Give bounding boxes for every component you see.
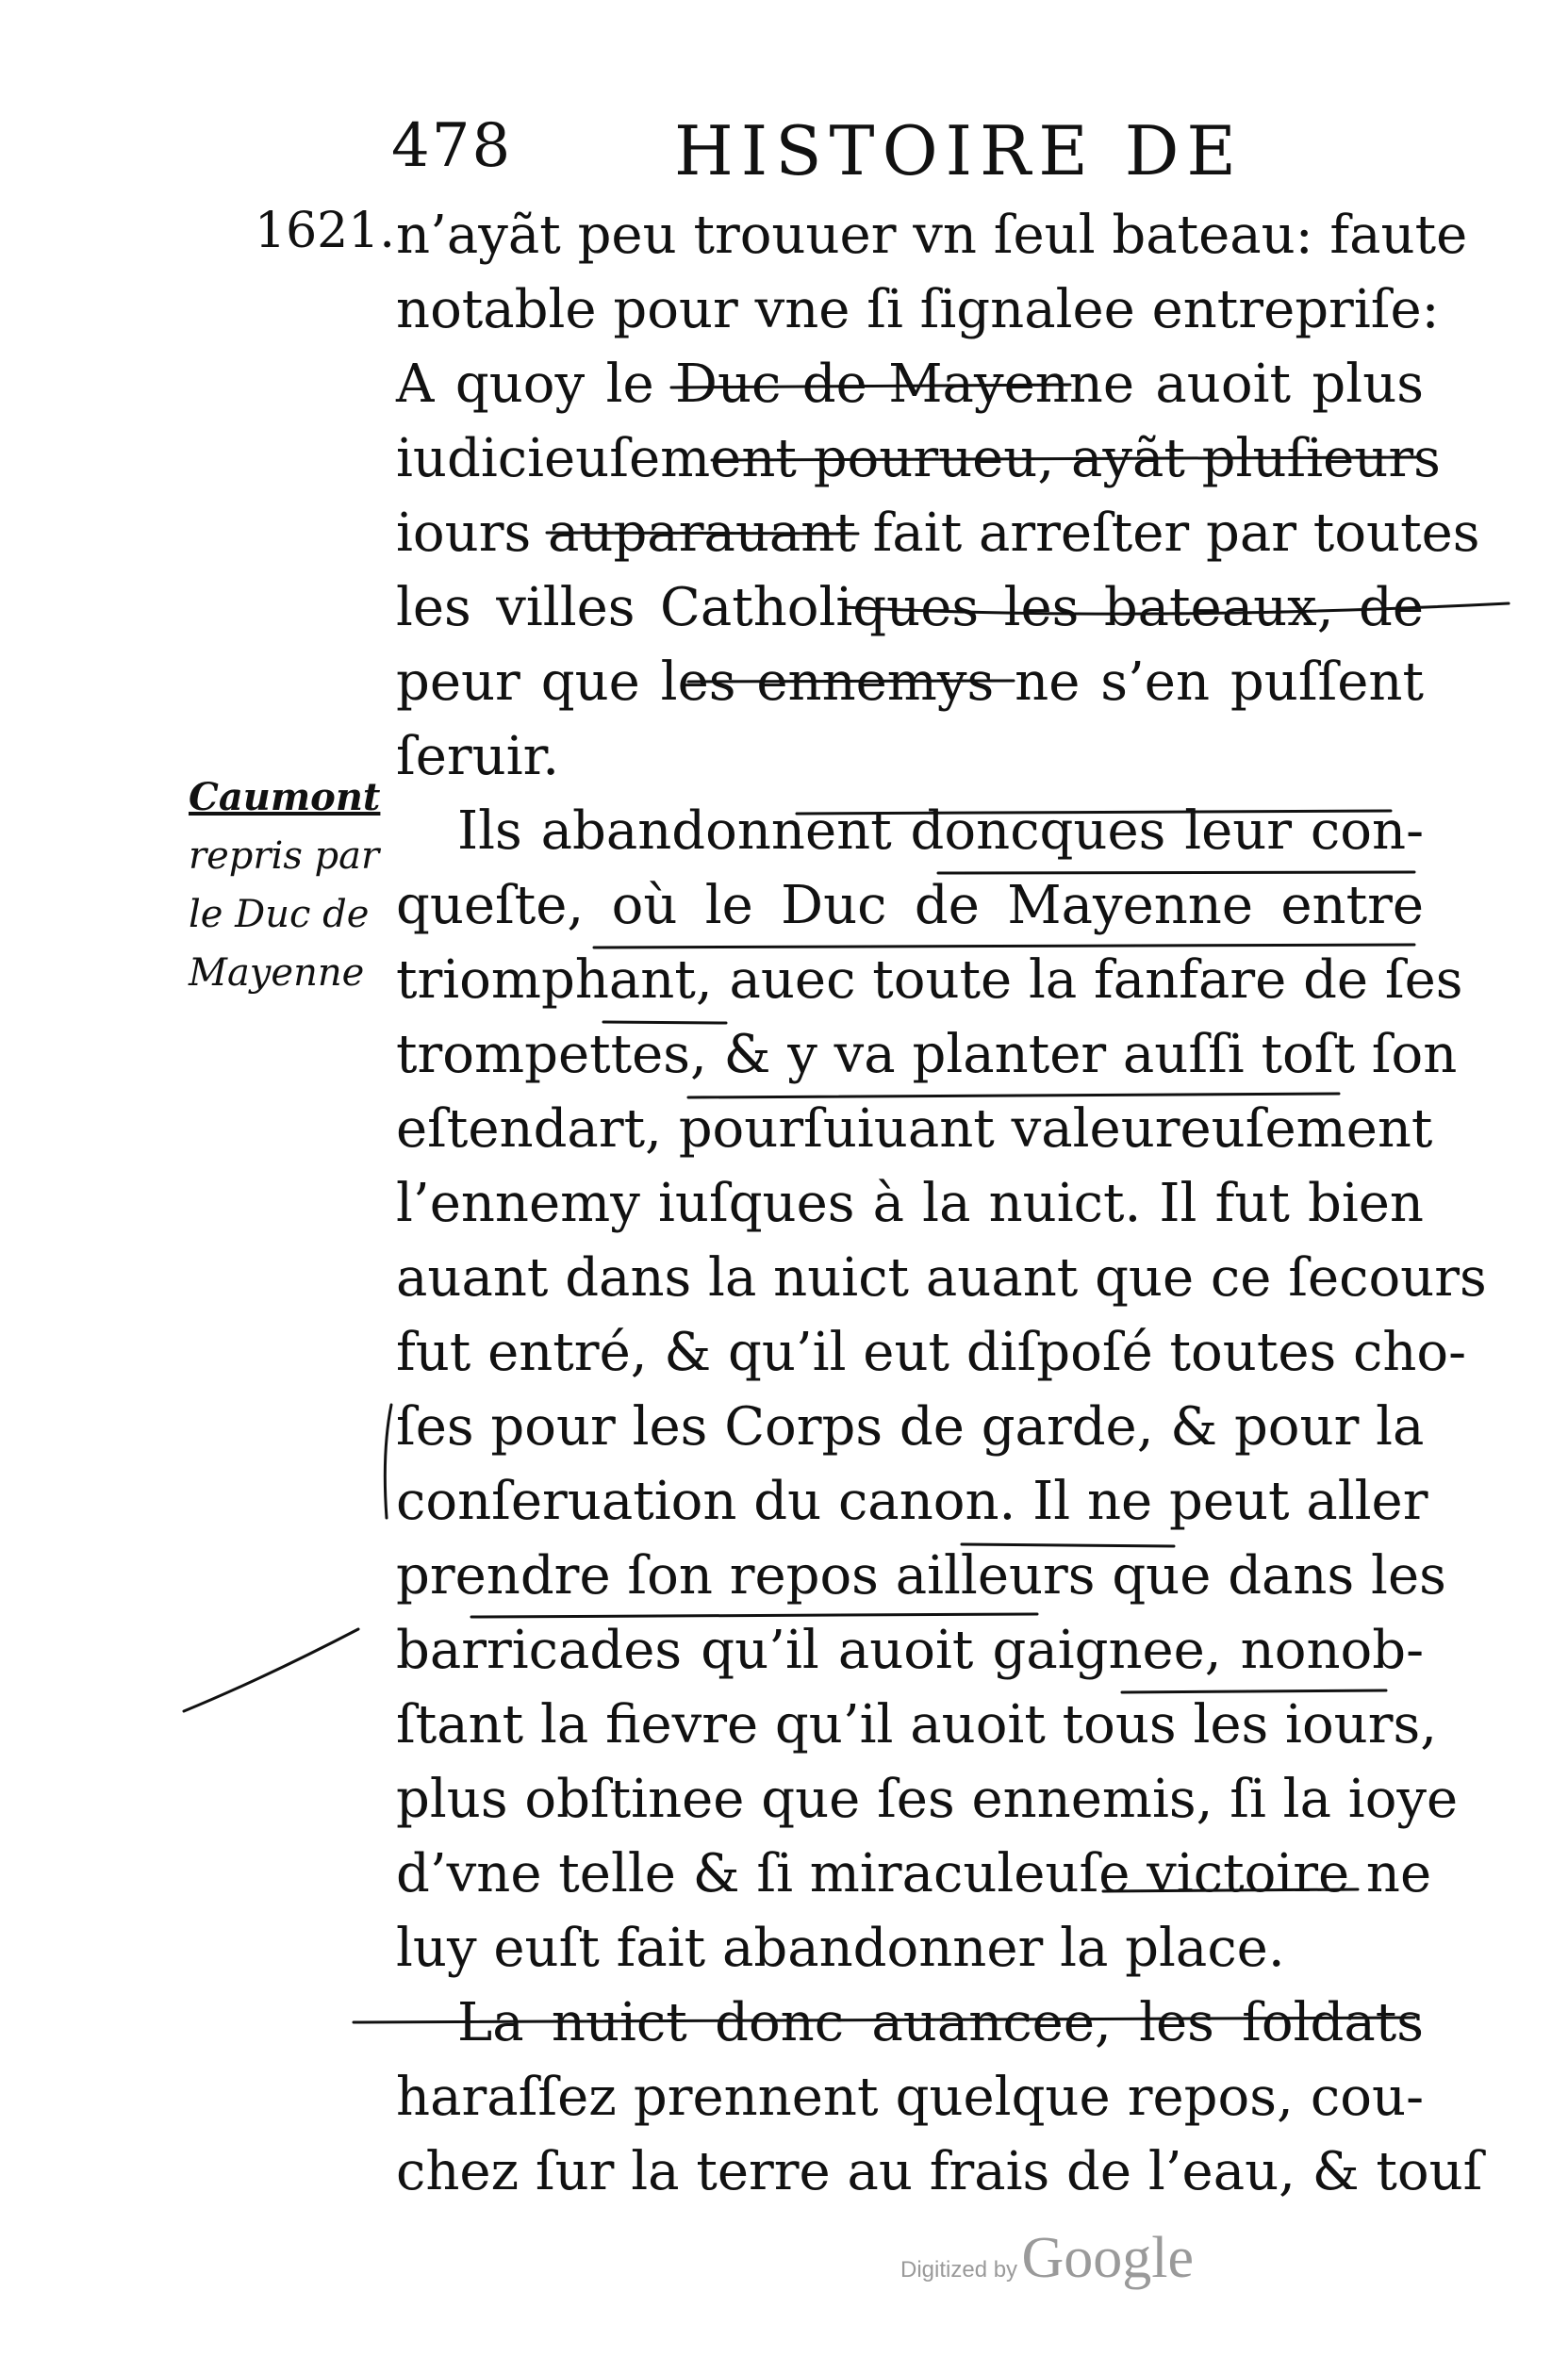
text-line: chez ſur la terre au frais de l’eau, & touſ (396, 2141, 1483, 2202)
watermark-prefix: Digitized by (900, 2257, 1018, 2283)
text-line: triomphant, auec toute la fanfare de ſes (396, 949, 1463, 1011)
text-line: notable pour vne ſi ſignalee entrepriſe: (396, 279, 1440, 340)
watermark-brand: Google (1021, 2226, 1195, 2290)
text-line: d’vne telle & ſi miraculeuſe victoire ne (396, 1843, 1432, 1904)
margin-note (189, 768, 396, 1002)
text-line: plus obſtinee que ſes ennemis, ſi la ioye (396, 1769, 1459, 1830)
text-line: haraſſez prennent quelque repos, cou- (396, 2067, 1424, 2128)
margin-note-line: Mayenne (189, 951, 365, 995)
page-header (391, 111, 1391, 196)
page-number: 478 (391, 111, 513, 181)
text-line: barricades qu’il auoit gaignee, nonob- (396, 1620, 1424, 1681)
text-line: ſtant la fievre qu’il auoit tous les iours, (396, 1694, 1438, 1755)
margin-note-line: Caumont (189, 775, 381, 819)
text-line: iudicieuſement pourueu, ayãt pluſieurs (396, 428, 1441, 489)
text-line: queſte, où le Duc de Mayenne entre (396, 875, 1424, 936)
text-line: peur que les ennemys ne s’en puſſent (396, 651, 1424, 713)
text-line: l’ennemy iuſques à la nuict. Il fut bien (396, 1173, 1424, 1234)
text-line: A quoy le Duc de Mayenne auoit plus (396, 354, 1424, 415)
text-line: La nuict donc auancee, les ſoldats (457, 1992, 1424, 2053)
text-line: n’ayãt peu trouuer vn ſeul bateau: faute (396, 205, 1468, 266)
text-line: ſes pour les Corps de garde, & pour la (396, 1396, 1425, 1458)
text-line: conſeruation du canon. Il ne peut aller (396, 1471, 1428, 1532)
margin-year: 1621. (255, 203, 395, 259)
text-line: auant dans la nuict auant que ce ſecours (396, 1247, 1487, 1309)
text-line: prendre ſon repos ailleurs que dans les (396, 1545, 1446, 1607)
text-line: les villes Catholiques les bateaux, de (396, 577, 1424, 638)
scan-watermark (900, 2225, 1194, 2292)
text-line: luy euſt fait abandonner la place. (396, 1918, 1285, 1979)
text-line: Ils abandonnent doncques leur con- (457, 800, 1424, 862)
margin-note-line: le Duc de (189, 893, 370, 936)
text-line: iours auparauant fait arreſter par toutes (396, 503, 1480, 564)
margin-note-line: repris par (189, 834, 380, 878)
text-line: eſtendart, pourſuiuant valeureuſement (396, 1098, 1433, 1160)
running-title: HISTOIRE DE (674, 111, 1244, 190)
text-line: trompettes, & y va planter auſſi toſt ſon (396, 1024, 1458, 1085)
text-line: fut entré, & qu’il eut diſpoſé toutes cho- (396, 1322, 1467, 1383)
text-line: ſeruir. (396, 726, 560, 787)
body-text (396, 198, 1487, 2209)
